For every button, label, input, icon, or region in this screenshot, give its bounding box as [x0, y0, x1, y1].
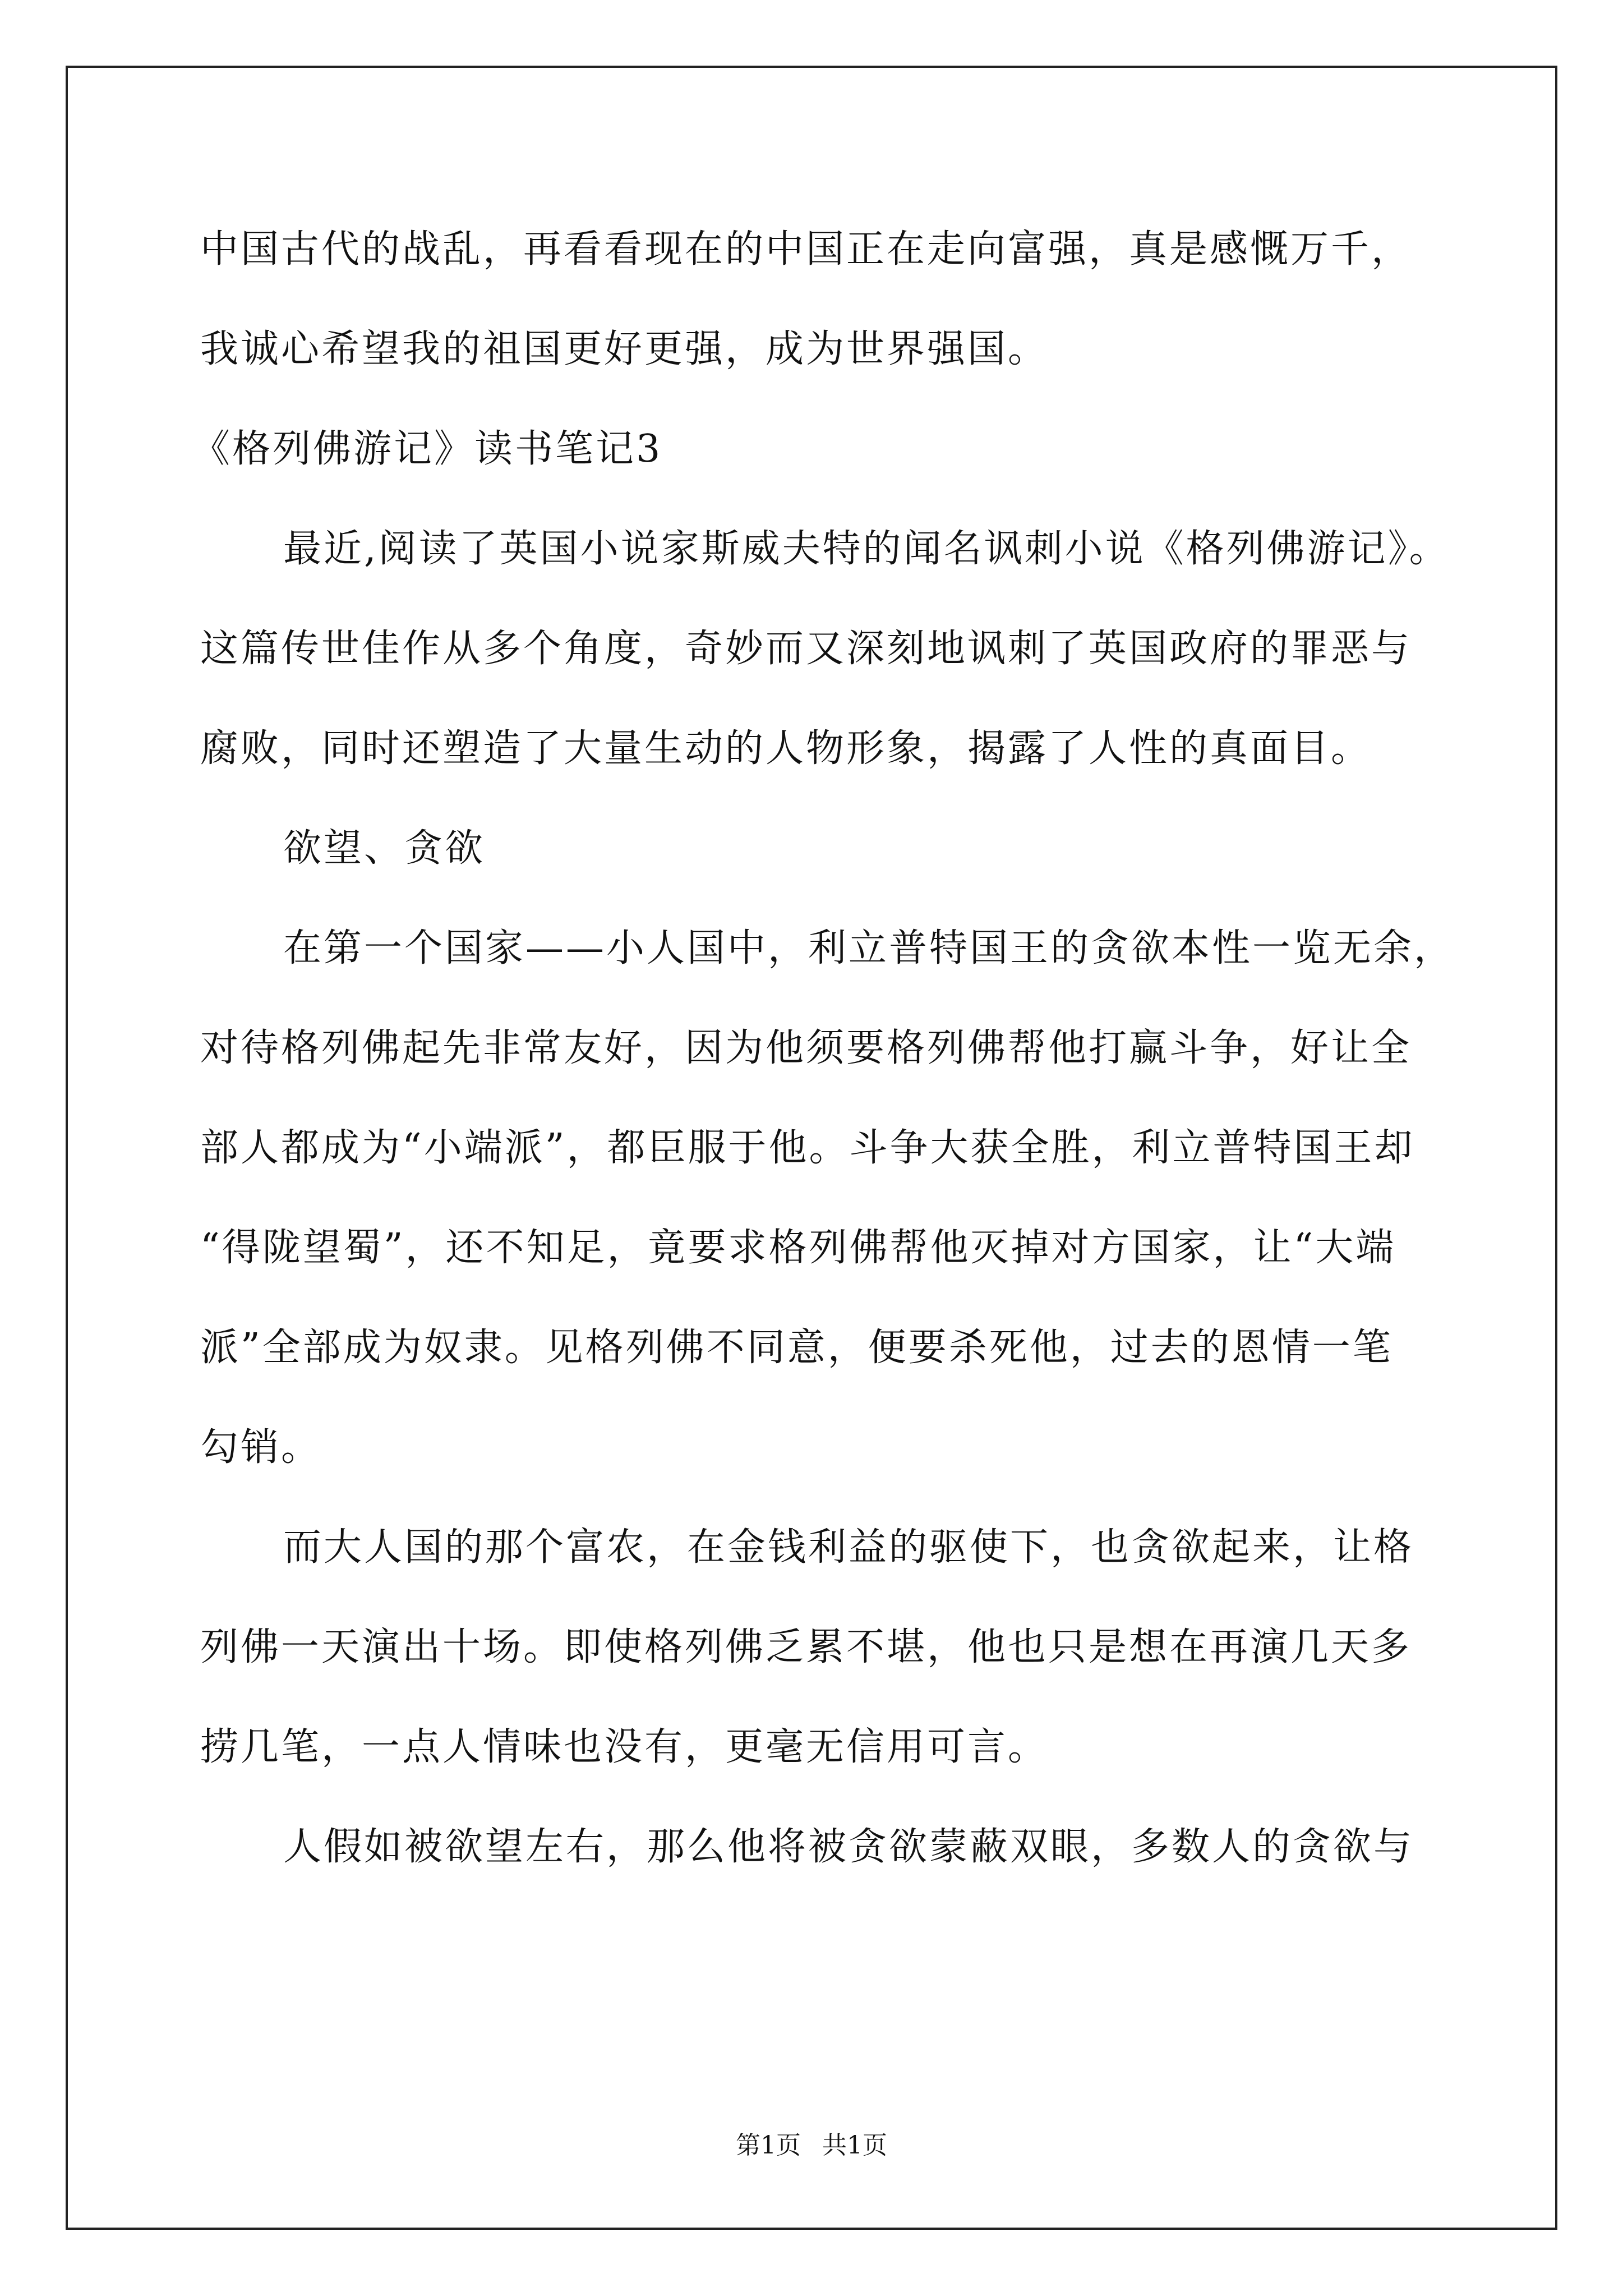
text-line-9: 对待格列佛起先非常友好，因为他须要格列佛帮他打赢斗争，好让全 [200, 1026, 1412, 1070]
text-line-11: “得陇望蜀”，还不知足，竟要求格列佛帮他灭掉对方国家，让“大端 [200, 1226, 1396, 1270]
text-line-10: 部人都成为“小端派”，都臣服于他。斗争大获全胜，利立普特国王却 [200, 1126, 1415, 1170]
text-line-13: 勾销。 [200, 1425, 322, 1470]
subheading-desire: 欲望、贪欲 [283, 826, 486, 871]
text-line-4: 最近,阅读了英国小说家斯威夫特的闻名讽刺小说《格列佛游记》。 [283, 527, 1450, 571]
text-line-15: 列佛一天演出十场。即使格列佛乏累不堪，他也只是想在再演几天多 [200, 1625, 1412, 1669]
section-heading: 《格列佛游记》读书笔记3 [192, 427, 663, 471]
page-footer [0, 2129, 1623, 2162]
text-line-8: 在第一个国家——小人国中，利立普特国王的贪欲本性一览无余， [283, 926, 1455, 970]
text-line-16: 捞几笔，一点人情味也没有，更毫无信用可言。 [200, 1725, 1049, 1769]
page-total: 共1页 [822, 2131, 887, 2160]
text-line-14: 而大人国的那个富农，在金钱利益的驱使下，也贪欲起来，让格 [283, 1525, 1414, 1570]
text-line-17: 人假如被欲望左右，那么他将被贪欲蒙蔽双眼，多数人的贪欲与 [283, 1825, 1414, 1869]
text-line-5: 这篇传世佳作从多个角度，奇妙而又深刻地讽刺了英国政府的罪恶与 [200, 627, 1412, 671]
page-number: 第1页 [736, 2131, 801, 2160]
text-line-6: 腐败，同时还塑造了大量生动的人物形象，揭露了人性的真面目。 [200, 726, 1372, 771]
text-line-1: 中国古代的战乱，再看看现在的中国正在走向富强，真是感慨万千， [200, 227, 1412, 272]
text-line-12: 派”全部成为奴隶。见格列佛不同意，便要杀死他，过去的恩情一笔 [200, 1326, 1393, 1370]
text-line-2: 我诚心希望我的祖国更好更强，成为世界强国。 [200, 327, 1049, 371]
